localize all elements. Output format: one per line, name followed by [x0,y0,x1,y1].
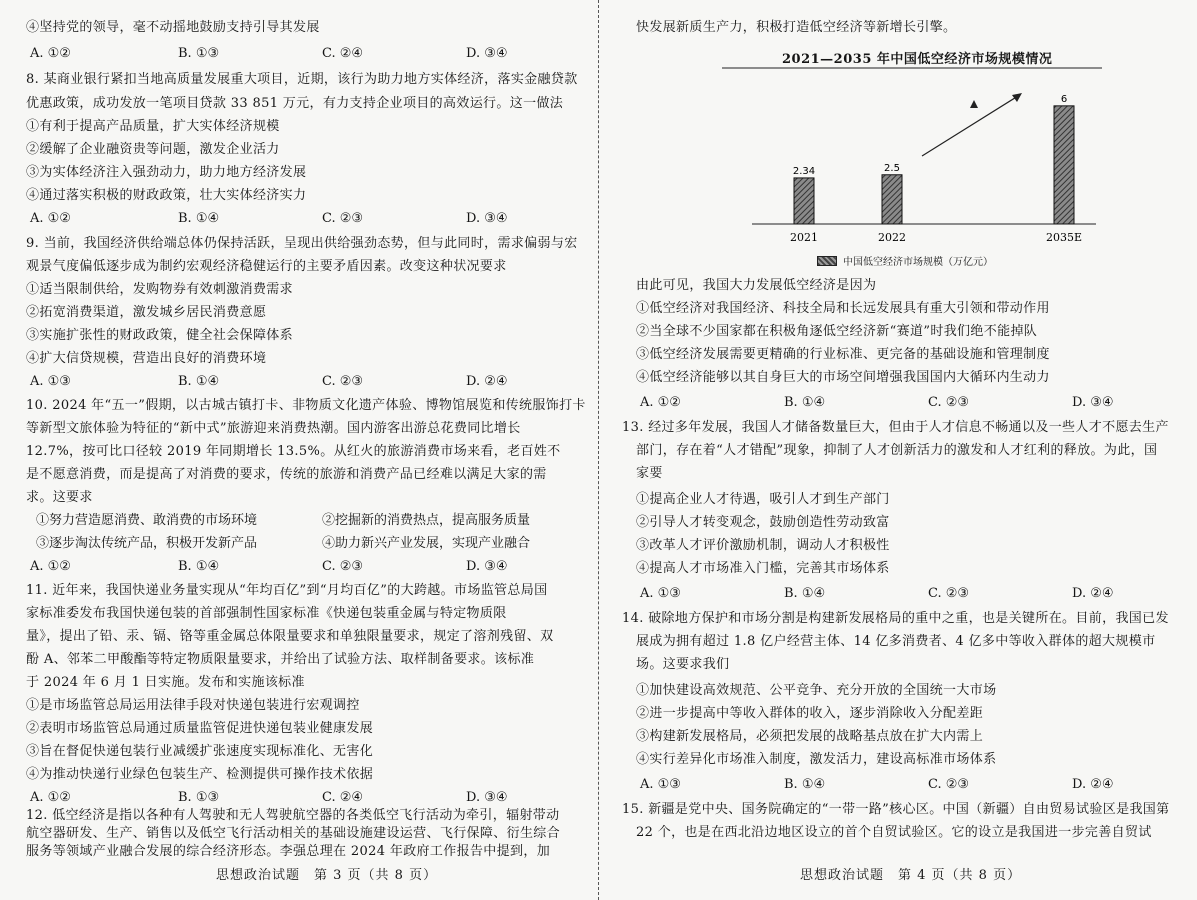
q14-option-1: ①加快建设高效规范、公平竞争、充分开放的全国统一大市场 [636,683,997,698]
page-footer: 思想政治试题 第 4 页（共 8 页） [800,868,1022,883]
value-label-2022: 2.5 [884,162,900,174]
q10-stem-3: 12.7%，按可比口径较 2019 年同期增长 13.5%。从红火的旅游消费市场来看，老百姓不 [26,444,561,459]
q11-stem-3: 量》，提出了铅、汞、镉、铬等重金属总体限量要求和单独限量要求，规定了溶剂残留、双 [26,629,554,644]
answer-b[interactable]: B. ①③ [178,46,220,61]
q8-option-3: ③为实体经济注入强劲动力，助力地方经济发展 [26,165,307,180]
answer-b[interactable]: B. ①④ [784,777,826,792]
bar-2022 [882,175,902,224]
answer-d[interactable]: D. ②④ [466,374,508,389]
answer-c[interactable]: C. ②③ [322,374,364,389]
page-divider [598,0,599,900]
answer-c[interactable]: C. ②④ [322,790,364,805]
q9-option-1: ①适当限制供给，发购物券有效刺激消费需求 [26,282,294,297]
q11-stem-5: 于 2024 年 6 月 1 日实施。发布和实施该标准 [26,675,305,690]
q13-stem-1: 13. 经过多年发展，我国人才储备数量巨大，但由于人才信息不畅通以及一些人才不愿去生产 [622,420,1169,435]
q8-stem-2: 优惠政策，成功发放一笔项目贷款 33 851 万元，有力支持企业项目的高效运行。这一做法 [26,96,564,111]
q12-stem-2: 航空器研发、生产、销售以及低空飞行活动相关的基础设施建设运营、飞行保障、衍生综合 [26,826,561,841]
q9-stem-1: 9. 当前，我国经济供给端总体仍保持活跃，呈现出供给强劲态势，但与此同时，需求偏弱与宏 [26,236,578,251]
answer-c[interactable]: C. ②③ [928,586,970,601]
page-4 [622,0,1177,900]
q13-option-3: ③改革人才评价激励机制，调动人才积极性 [636,538,890,553]
answer-d[interactable]: D. ③④ [466,211,508,226]
answer-c[interactable]: C. ②③ [322,559,364,574]
q8-option-2: ②缓解了企业融资贵等问题，激发企业活力 [26,142,280,157]
value-label-2035E: 6 [1060,93,1068,105]
q13-option-4: ④提高人才市场准入门槛，完善其市场体系 [636,561,890,576]
q10-stem-5: 求。这要求 [26,490,93,505]
answer-a[interactable]: A. ①③ [30,374,71,389]
trend-arrowhead [1012,93,1022,102]
bar-2035E [1054,106,1074,224]
q13-option-2: ②引导人才转变观念，鼓励创造性劳动致富 [636,515,890,530]
q12-option-4: ④低空经济能够以其自身巨大的市场空间增强我国国内大循环内生动力 [636,370,1050,385]
q13-stem-2: 部门，存在着“人才错配”现象，抑制了人才创新活力的激发和人才红利的释放。为此，国 [636,443,1158,458]
q12-option-1: ①低空经济对我国经济、科技全局和长远发展具有重大引领和带动作用 [636,301,1050,316]
answer-a[interactable]: A. ①③ [640,777,681,792]
answer-b[interactable]: B. ①④ [178,559,220,574]
market-size-chart [722,66,1102,254]
q10-option-3: ③逐步淘汰传统产品，积极开发新产品 [36,536,258,551]
q14-option-2: ②进一步提高中等收入群体的收入，逐步消除收入分配差距 [636,706,984,721]
q10-option-1: ①努力营造愿消费、敢消费的市场环境 [36,513,258,528]
q10-option-2: ②挖掘新的消费热点，提高服务质量 [322,513,531,528]
answer-a[interactable]: A. ①③ [640,586,681,601]
trend-line [922,96,1018,156]
answer-d[interactable]: D. ②④ [1072,586,1114,601]
answer-c[interactable]: C. ②③ [928,395,970,410]
value-label-2021: 2.34 [792,165,816,177]
q8-option-1: ①有利于提高产品质量，扩大实体经济规模 [26,119,280,134]
answer-b[interactable]: B. ①③ [178,790,220,805]
q10-stem-2: 等新型文旅体验为特征的“新中式”旅游迎来消费热潮。国内游客出游总花费同比增长 [26,421,521,436]
answer-c[interactable]: C. ②③ [928,777,970,792]
answer-b[interactable]: B. ①④ [178,374,220,389]
answer-d[interactable]: D. ③④ [1072,395,1114,410]
tick-label-2022: 2022 [878,231,906,244]
q9-option-4: ④扩大信贷规模，营造出良好的消费环境 [26,351,267,366]
q15-stem-1: 15. 新疆是党中央、国务院确定的“一带一路”核心区。中国（新疆）自由贸易试验区是我国第 [622,802,1170,817]
answer-d[interactable]: D. ③④ [466,559,508,574]
chart-legend [817,253,993,268]
tick-label-2035E: 2035E [1045,231,1083,244]
q9-option-2: ②拓宽消费渠道，激发城乡居民消费意愿 [26,305,267,320]
bar-2021 [794,178,814,224]
q11-option-2: ②表明市场监管总局通过质量监管促进快递包装业健康发展 [26,721,374,736]
q9-stem-2: 观景气度偏低逐步成为制约宏观经济稳健运行的主要矛盾因素。改变这种状况要求 [26,259,507,274]
answer-b[interactable]: B. ①④ [178,211,220,226]
answer-a[interactable]: A. ①② [30,559,71,574]
q12-question: 由此可见，我国大力发展低空经济是因为 [636,278,877,293]
q14-option-4: ④实行差异化市场准入制度，激发活力，建设高标准市场体系 [636,752,997,767]
q14-stem-3: 场。这要求我们 [636,657,730,672]
answer-b[interactable]: B. ①④ [784,586,826,601]
q12-stem-3: 服务等领域产业融合发展的综合经济形态。李强总理在 2024 年政府工作报告中提到，加 [26,844,551,859]
answer-a[interactable]: A. ①② [30,790,71,805]
page-3 [26,0,586,900]
triangle-marker [970,100,978,108]
q9-option-3: ③实施扩张性的财政政策，健全社会保障体系 [26,328,294,343]
chart-title: 2021—2035 年中国低空经济市场规模情况 [782,52,1053,67]
answer-c[interactable]: C. ②④ [322,46,364,61]
q8-option-4: ④通过落实积极的财政政策，壮大实体经济实力 [26,188,307,203]
q10-stem-4: 是不愿意消费，而是提高了对消费的要求，传统的旅游和消费产品已经难以满足大家的需 [26,467,547,482]
q11-stem-2: 家标准委发布我国快递包装的首部强制性国家标准《快递包装重金属与特定物质限 [26,606,507,621]
answer-a[interactable]: A. ①② [640,395,681,410]
q13-stem-3: 家要 [636,466,663,481]
q10-stem-1: 10. 2024 年“五一”假期，以古城古镇打卡、非物质文化遗产体验、博物馆展览和传统服饰打卡 [26,398,586,413]
legend-label: 中国低空经济市场规模（万亿元） [843,257,993,268]
tick-label-2021: 2021 [790,231,818,244]
q11-stem-4: 酚 A、邻苯二甲酸酯等特定物质限量要求，并给出了试验方法、取样制备要求。该标准 [26,652,535,667]
q11-option-3: ③旨在督促快递包装行业减缓扩张速度实现标准化、无害化 [26,744,374,759]
q10-option-4: ④助力新兴产业发展，实现产业融合 [322,536,531,551]
page-footer: 思想政治试题 第 3 页（共 8 页） [216,868,438,883]
q12-stem-4: 快发展新质生产力，积极打造低空经济等新增长引擎。 [636,20,957,35]
q8-stem-1: 8. 某商业银行紧扣当地高质量发展重大项目，近期，该行为助力地方实体经济，落实金融贷款 [26,72,578,87]
q6-option-4: ④坚持党的领导，毫不动摇地鼓励支持引导其发展 [26,20,320,35]
q14-option-3: ③构建新发展格局，必须把发展的战略基点放在扩大内需上 [636,729,984,744]
answer-a[interactable]: A. ①② [30,46,71,61]
q11-option-4: ④为推动快递行业绿色包装生产、检测提供可操作技术依据 [26,767,374,782]
answer-d[interactable]: D. ②④ [1072,777,1114,792]
q15-stem-2: 22 个，也是在西北沿边地区设立的首个自贸试验区。它的设立是我国进一步完善自贸试 [636,825,1152,840]
q12-option-3: ③低空经济发展需要更精确的行业标准、更完备的基础设施和管理制度 [636,347,1050,362]
legend-swatch [817,256,837,266]
q12-stem-1: 12. 低空经济是指以各种有人驾驶和无人驾驶航空器的各类低空飞行活动为牵引，辐射带动 [26,808,560,823]
answer-a[interactable]: A. ①② [30,211,71,226]
answer-b[interactable]: B. ①④ [784,395,826,410]
answer-c[interactable]: C. ②③ [322,211,364,226]
q13-option-1: ①提高企业人才待遇，吸引人才到生产部门 [636,492,890,507]
q11-stem-1: 11. 近年来，我国快递业务量实现从“年均百亿”到“月均百亿”的大跨越。市场监管总局国 [26,583,548,598]
q12-option-2: ②当全球不少国家都在积极角逐低空经济新“赛道”时我们绝不能掉队 [636,324,1038,339]
q14-stem-2: 展成为拥有超过 1.8 亿户经营主体、14 亿多消费者、4 亿多中等收入群体的超大规模市 [636,634,1156,649]
q11-option-1: ①是市场监管总局运用法律手段对快递包装进行宏观调控 [26,698,360,713]
q14-stem-1: 14. 破除地方保护和市场分割是构建新发展格局的重中之重，也是关键所在。目前，我国已发 [622,611,1169,626]
answer-d[interactable]: D. ③④ [466,790,508,805]
answer-d[interactable]: D. ③④ [466,46,508,61]
